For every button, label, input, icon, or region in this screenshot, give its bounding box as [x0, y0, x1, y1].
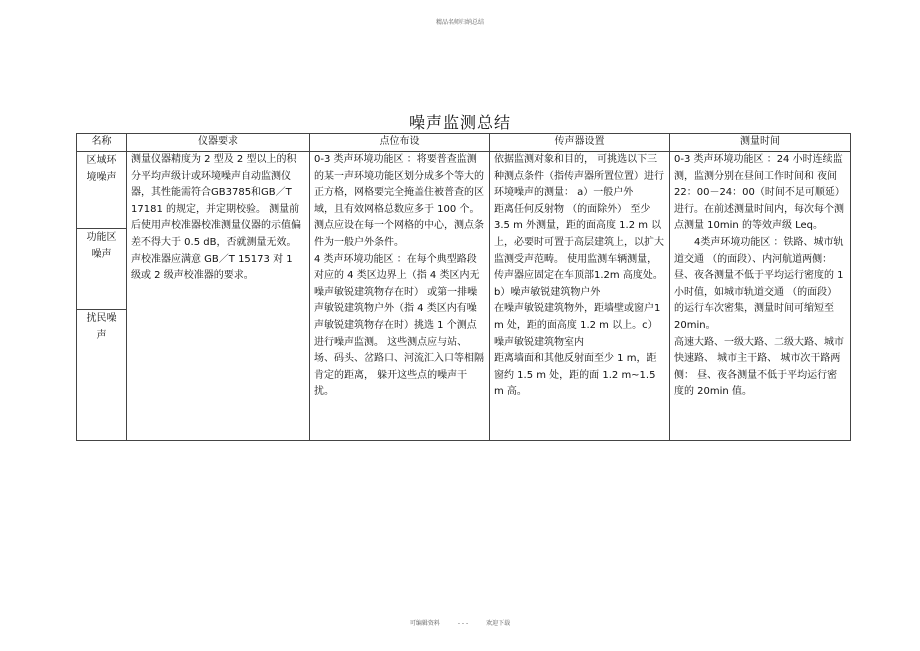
page-footer	[0, 618, 920, 627]
header-microphone: 传声器设置	[490, 134, 670, 152]
table-header-row	[77, 134, 851, 152]
microphone-text-indoor: 距离墙面和其他反射面至少 1 m，距窗约 1.5 m 处，距的面 1.2 m~1.5 m 高。	[494, 353, 659, 398]
row-name-disturbance: 扰民噪声	[86, 313, 117, 341]
footer-dashes: - - -	[457, 620, 469, 627]
row-name-cell	[77, 229, 127, 310]
microphone-cell	[490, 152, 670, 441]
footer-editable: 可编辑资料	[409, 620, 440, 627]
page-header-note: 精品名师归纳总结	[435, 19, 484, 26]
microphone-text-building-outdoor: 在噪声敏锐建筑物外，距墙壁或窗户1 m 处，距的面高度 1.2 m 以上。c）噪声敏锐建筑物室内	[494, 303, 664, 348]
time-cell	[670, 152, 851, 441]
row-name-cell	[77, 310, 127, 441]
points-text-0-3: 0-3 类声环境功能区 ：将要普查监测的某一声环境功能区划分成多个等大的正方格，网格要完全掩盖住被普查的区域，且有效网格总数应多于 100 个。测点应设在每一个网格的中心，测点条件为一般户外条件。	[314, 154, 484, 248]
header-name: 名称	[77, 134, 127, 152]
time-text-roads: 高速大路、一级大路、二级大路、城市快速路、 城市主干路、 城市次干路两侧： 昼、夜各测量不低于平均运行密度的 20min 值。	[674, 336, 844, 398]
header-points: 点位布设	[310, 134, 490, 152]
points-text-class4: 4 类声环境功能区 ：在每个典型路段对应的 4 类区边界上（指 4 类区内无噪声敏锐建筑物存在时） 或第一排噪声敏锐建筑物户外（指 4 类区内有噪声敏锐建筑物存在时）挑选 1 个测点进行噪声监测。 这些测点应与站、场、码头、岔路口、河流汇入口等相隔肯定的距离， 躲开这些点的噪声干扰。	[314, 253, 484, 398]
row-name-cell	[77, 152, 127, 229]
points-cell	[310, 152, 490, 441]
row-name-functional: 功能区噪声	[86, 232, 117, 260]
instrument-text: 测量仪器精度为 2 型及 2 型以上的积分平均声级计或环境噪声自动监测仪器，其性能需符合GB3785和GB／T 17181 的规定，并定期校验。 测量前后使用声校准器校准测量仪器的示值偏差不得大于 0.5 dB，否就测量无效。声校准器应满意 GB／T 15173 对 1 级或 2 级声校准器的要求。	[131, 154, 301, 282]
microphone-text-outdoor: 距离任何反射物 （的面除外） 至少 3.5 m 外测量，距的面高度 1.2 m 以上，必要时可置于高层建筑上，以扩大监测受声范畴。 使用监测车辆测量，传声器应固定在车顶部1.2m 高度处。b）噪声敏锐建筑物户外	[494, 203, 664, 298]
page-title: 噪声监测总结	[408, 113, 511, 132]
row-name-regional: 区域环境噪声	[86, 155, 117, 183]
time-text-0-3: 0-3 类声环境功能区 ：24 小时连续监测，监测分别在昼间工作时间和 夜间 22：00－24：00（时间不足可顺延）进行。在前述测量时间内，每次每个测点测量 10min 的等效声级 Leq。	[674, 154, 845, 232]
microphone-text-intro: 依据监测对象和目的， 可挑选以下三种测点条件（指传声器所置位置）进行环境噪声的测量： a）一般户外	[494, 154, 664, 199]
noise-monitoring-table	[76, 133, 851, 441]
header-time: 测量时间	[670, 134, 851, 152]
footer-download: 欢迎下载	[486, 620, 511, 627]
header-instrument: 仪器要求	[127, 134, 310, 152]
time-text-class4: 4类声环境功能区 ：铁路、城市轨道交通 （的面段）、内河航道两侧： 昼、夜各测量不低于平均运行密度的 1 小时值，如城市轨道交通 （的面段） 的运行车次密集，测量时间可缩短至 20min。	[674, 236, 847, 331]
instrument-cell	[127, 152, 310, 441]
table-row	[77, 152, 851, 229]
